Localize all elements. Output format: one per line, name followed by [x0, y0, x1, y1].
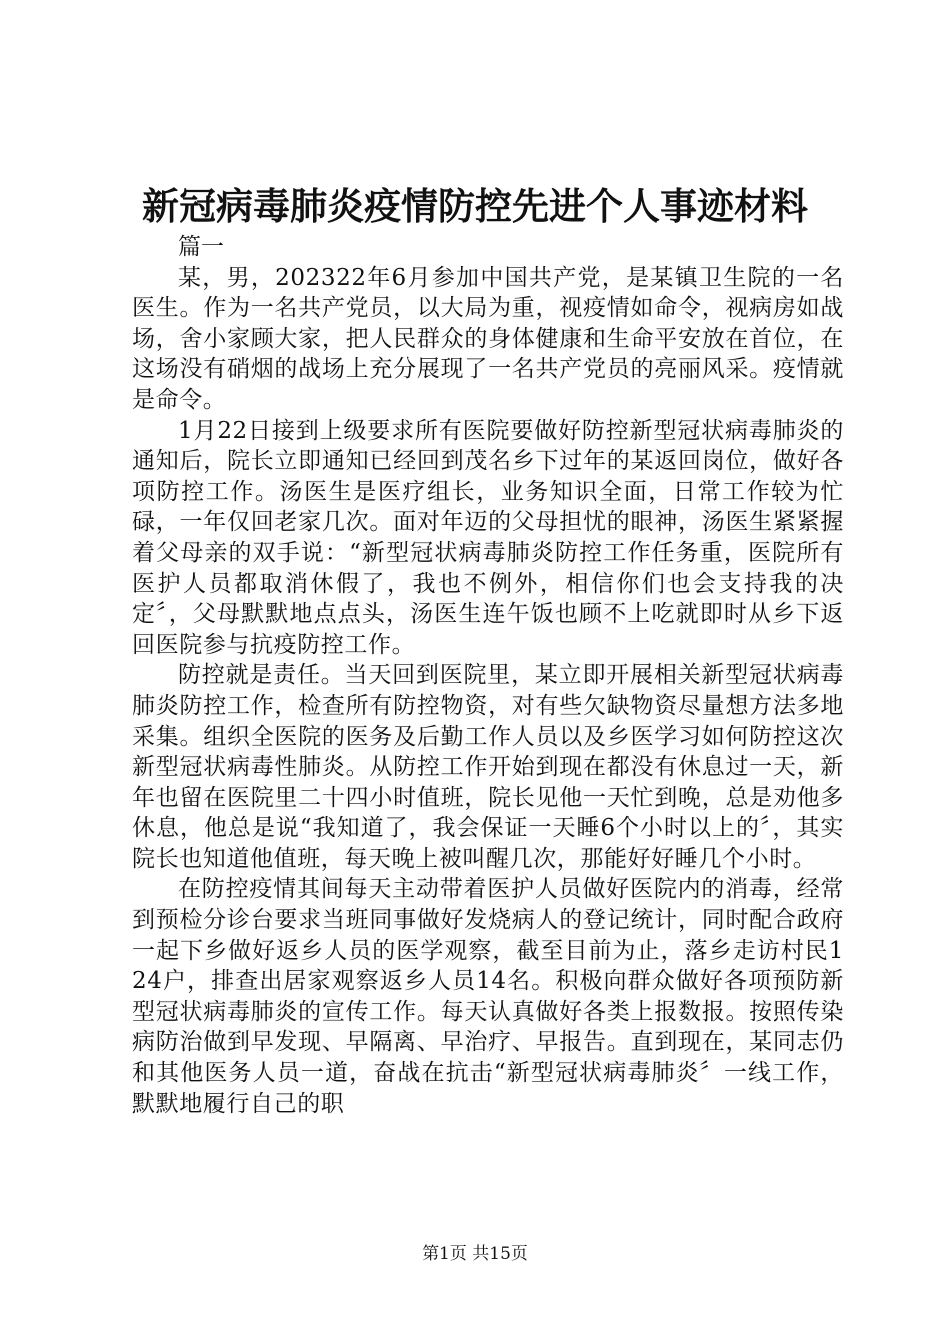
- paragraph-4: 在防控疫情其间每天主动带着医护人员做好医院内的消毒，经常到预检分诊台要求当班同事做好发烧病人的登记统计，同时配合政府一起下乡做好返乡人员的医学观察，截至目前为止，落乡走访村民124户，排查出居家观察返乡人员14名。积极向群众做好各项预防新型冠状病毒肺炎的宣传工作。每天认真做好各类上报数报。按照传染病防治做到早发现、早隔离、早治疗、早报告。直到现在，某同志仍和其他医务人员一道，奋战在抗击“新型冠状病毒肺炎〞一线工作，默默地履行自己的职: [132, 876, 844, 1117]
- document-body: [132, 232, 844, 1119]
- page-footer: 第1页 共15页: [422, 1244, 528, 1264]
- paragraph-2: 1月22日接到上级要求所有医院要做好防控新型冠状病毒肺炎的通知后，院长立即通知已经回到茂名乡下过年的某返回岗位，做好各项防控工作。汤医生是医疗组长，业务知识全面，日常工作较为忙碌，一年仅回老家几次。面对年迈的父母担忧的眼神，汤医生紧紧握着父母亲的双手说：“新型冠状病毒肺炎防控工作任务重，医院所有医护人员都取消休假了，我也不例外，相信你们也会支持我的决定〞，父母默默地点点头，汤医生连午饭也顾不上吃就即时从乡下返回医院参与抗疫防控工作。: [132, 417, 844, 658]
- paragraph-3: 防控就是责任。当天回到医院里，某立即开展相关新型冠状病毒肺炎防控工作，检查所有防控物资，对有些欠缺物资尽量想方法多地采集。组织全医院的医务及后勤工作人员以及乡医学习如何防控这次新型冠状病毒性肺炎。从防控工作开始到现在都没有休息过一天，新年也留在医院里二十四小时值班，院长见他一天忙到晚，总是劝他多休息，他总是说“我知道了，我会保证一天睡6个小时以上的〞，其实院长也知道他值班，每天晚上被叫醒几次，那能好好睡几个小时。: [132, 662, 844, 872]
- paragraph-1: 某，男，202322年6月参加中国共产党，是某镇卫生院的一名医生。作为一名共产党员，以大局为重，视疫情如命令，视病房如战场，舍小家顾大家，把人民群众的身体健康和生命平安放在首位，在这场没有硝烟的战场上充分展现了一名共产党员的亮丽风采。疫情就是命令。: [132, 264, 844, 413]
- document-title: 新冠病毒肺炎疫情防控先进个人事迹材料: [142, 184, 808, 228]
- section-label: 篇一: [178, 234, 224, 260]
